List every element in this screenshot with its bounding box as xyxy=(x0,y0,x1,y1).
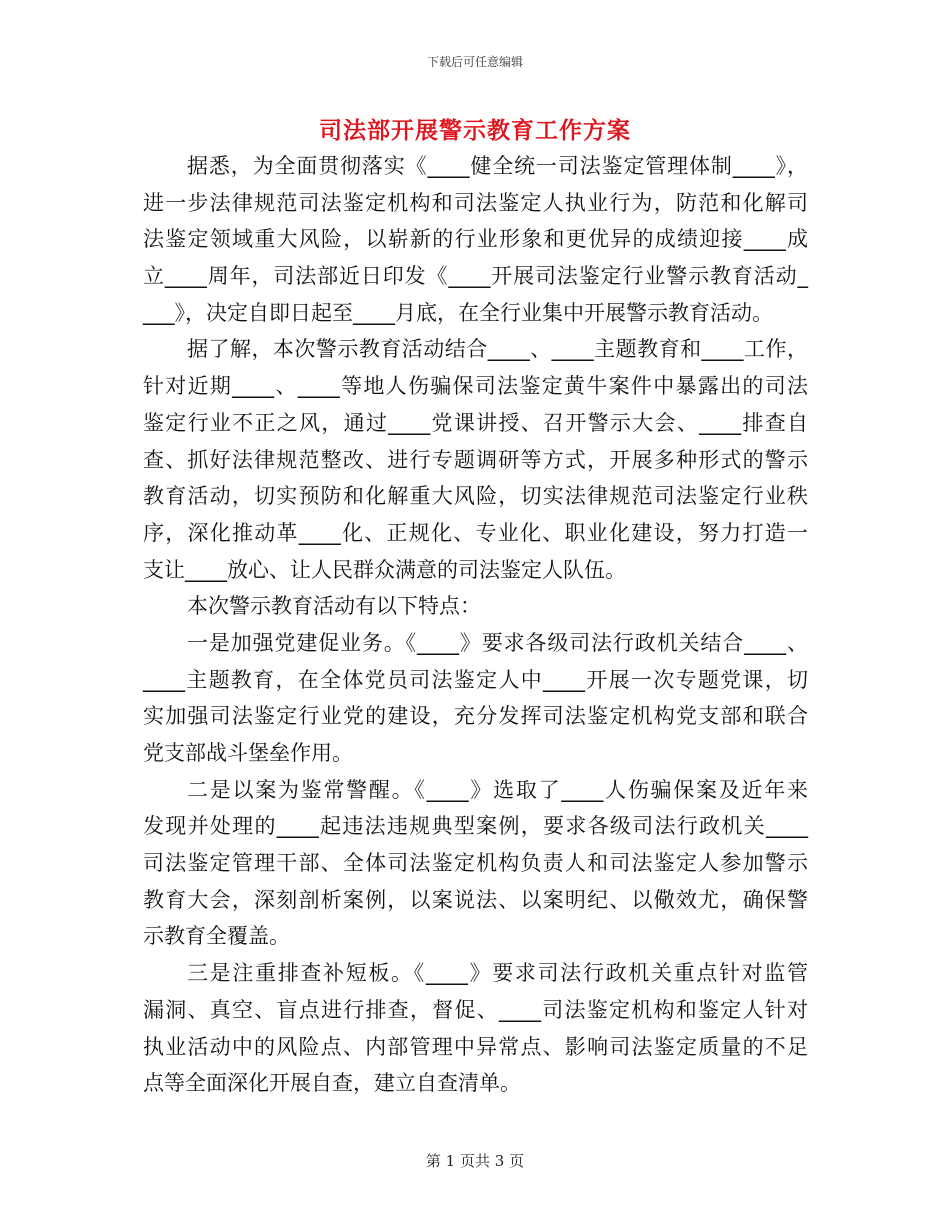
text-line: 示教育全覆盖。 xyxy=(143,924,290,949)
page-footer: 第 1 页共 3 页 xyxy=(425,1152,525,1170)
text-line: 针对近期____、____等地人伤骗保司法鉴定黄牛案件中暴露出的司法 xyxy=(143,374,808,399)
text-line: 立____周年，司法部近日印发《____开展司法鉴定行业警示教育活动_ xyxy=(143,264,808,289)
text-line: 教育活动，切实预防和化解重大风险，切实法律规范司法鉴定行业秩 xyxy=(143,484,808,509)
text-line: 执业活动中的风险点、内部管理中异常点、影响司法鉴定质量的不足 xyxy=(143,1034,808,1059)
text-line: 发现并处理的____起违法违规典型案例，要求各级司法行政机关____ xyxy=(143,814,808,839)
page-header: 下载后可任意编辑 xyxy=(426,55,523,69)
text-line: ___》，决定自即日起至____月底，在全行业集中开展警示教育活动。 xyxy=(143,300,773,325)
text-line: 一是加强党建促业务。《____》要求各级司法行政机关结合____、 xyxy=(187,630,808,655)
text-line: 据悉，为全面贯彻落实《____健全统一司法鉴定管理体制____》， xyxy=(187,154,808,178)
text-line: 支让____放心、让人民群众满意的司法鉴定人队伍。 xyxy=(143,557,626,582)
text-line: 党支部战斗堡垒作用。 xyxy=(143,741,353,765)
text-line: 司法鉴定管理干部、全体司法鉴定机构负责人和司法鉴定人参加警示 xyxy=(143,851,808,876)
text-line: 三是注重排查补短板。《____》要求司法行政机关重点针对监管 xyxy=(187,961,808,986)
document-title: 司法部开展警示教育工作方案 xyxy=(319,118,631,144)
text-line: 教育大会，深刻剖析案例，以案说法、以案明纪、以儆效尤，确保警 xyxy=(143,887,808,912)
text-line: 据了解，本次警示教育活动结合____、____主题教育和____工作， xyxy=(187,337,808,362)
text-line: 序，深化推动革____化、正规化、专业化、职业化建设，努力打造一 xyxy=(143,520,808,545)
text-line: 鉴定行业不正之风，通过____党课讲授、召开警示大会、____排查自 xyxy=(143,410,808,435)
text-line: 进一步法律规范司法鉴定机构和司法鉴定人执业行为，防范和化解司 xyxy=(143,190,808,215)
text-line: ____主题教育，在全体党员司法鉴定人中____开展一次专题党课，切 xyxy=(143,667,808,692)
text-line: 法鉴定领域重大风险，以崭新的行业形象和更优异的成绩迎接____成 xyxy=(143,227,808,252)
text-line: 点等全面深化开展自查，建立自查清单。 xyxy=(143,1071,521,1096)
text-line: 查、抓好法律规范整改、进行专题调研等方式，开展多种形式的警示 xyxy=(143,447,808,472)
text-line: 实加强司法鉴定行业党的建设，充分发挥司法鉴定机构党支部和联合 xyxy=(143,704,808,729)
text-line: 本次警示教育活动有以下特点： xyxy=(187,594,481,619)
text-line: 二是以案为鉴常警醒。《____》选取了____人伤骗保案及近年来 xyxy=(187,777,808,802)
document-body xyxy=(143,148,808,1102)
text-line: 漏洞、真空、盲点进行排查，督促、____司法鉴定机构和鉴定人针对 xyxy=(143,997,808,1022)
